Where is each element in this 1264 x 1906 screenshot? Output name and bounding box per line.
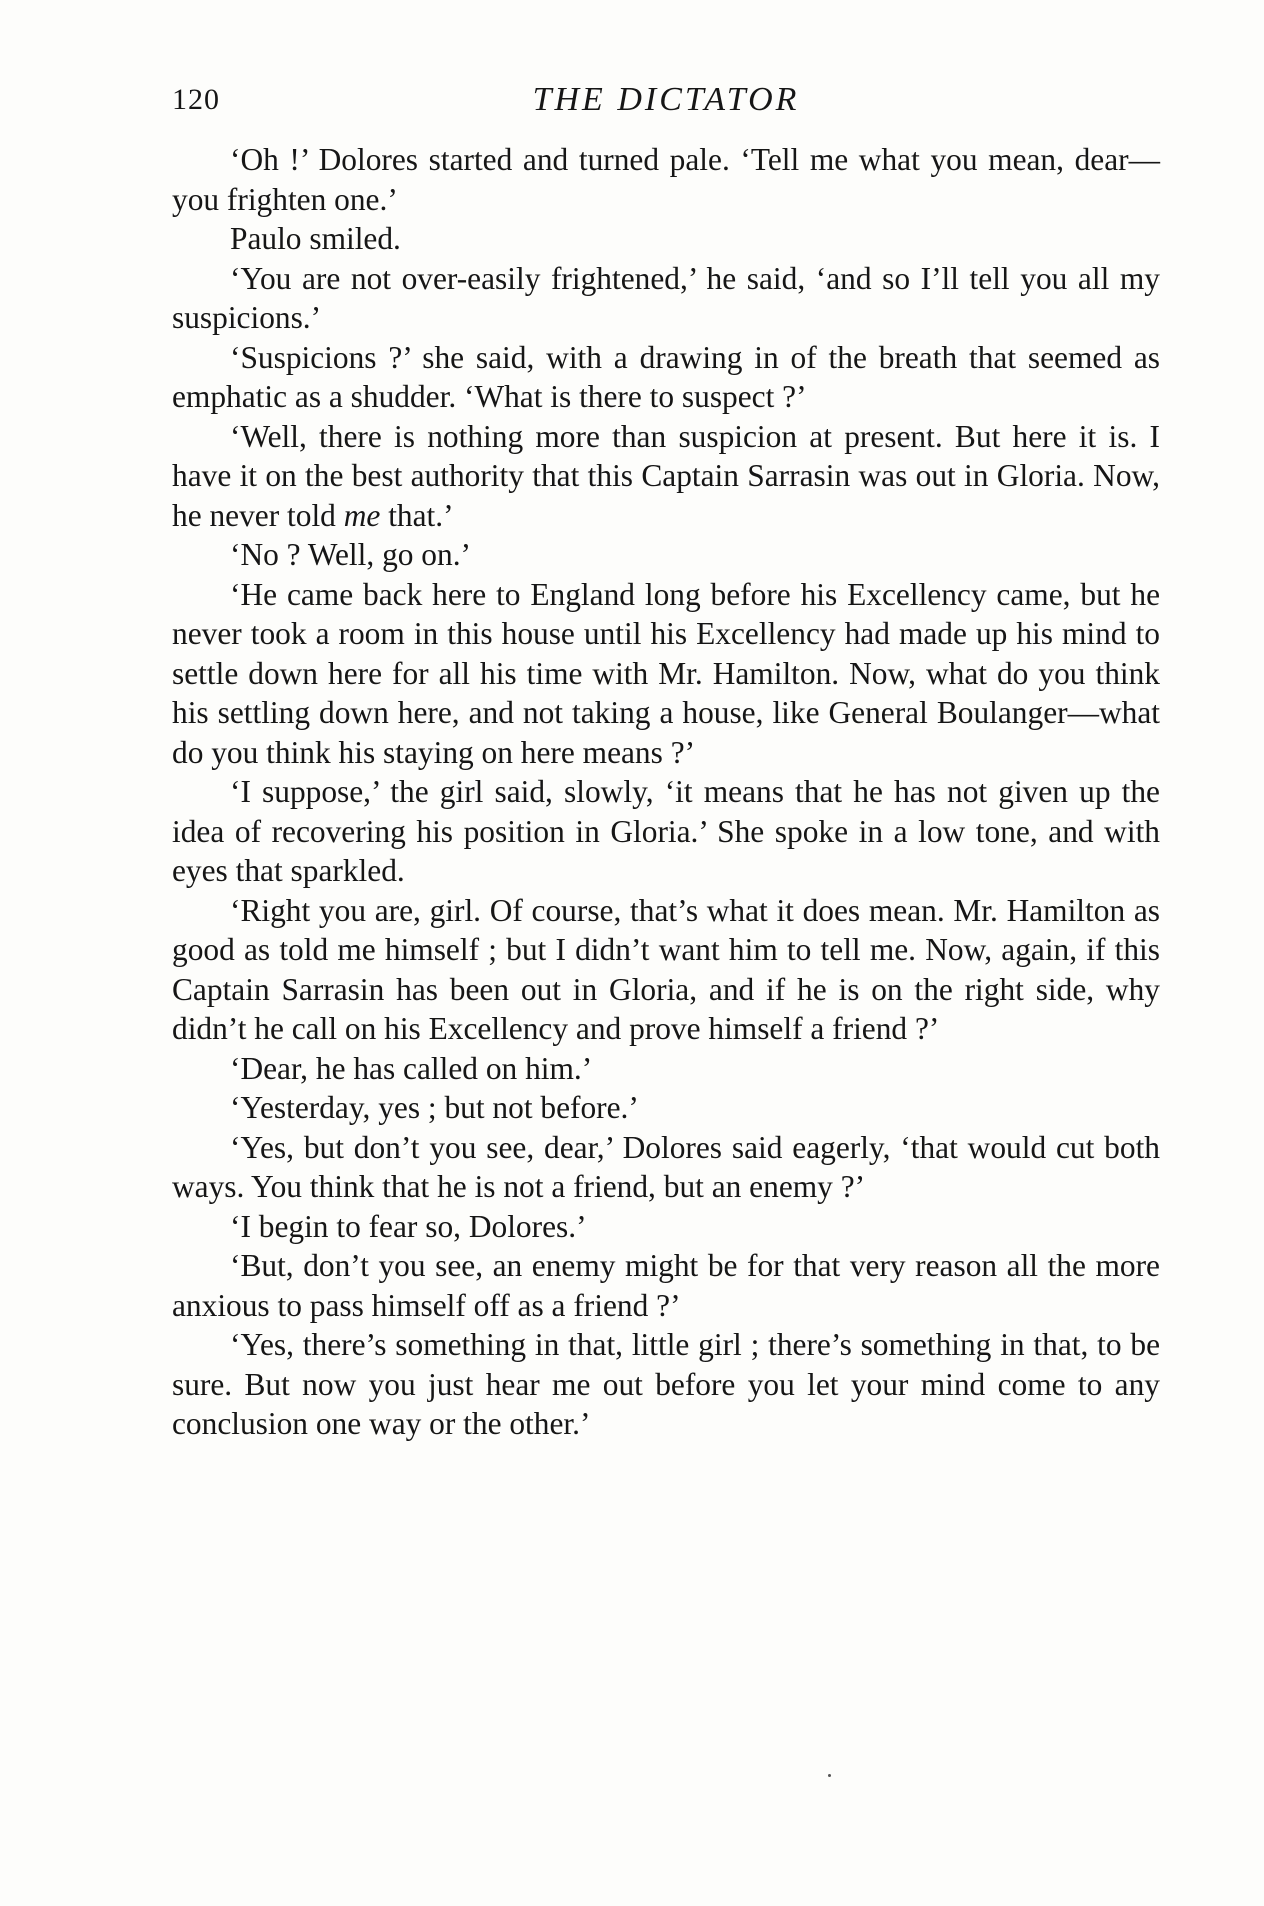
paragraph-text: that.’ [388,497,454,533]
paragraph: ‘Dear, he has called on him.’ [230,1050,593,1086]
paragraph: ‘He came back here to England long before his Excellency came, but he never took a room in this house until his Excellency had made up his mind to settle down here for all his time with Mr. Hamilton. Now, what do you think his settling down here, and not taking a house, like General Boulanger—what do you think his staying on here means ?’ [172,576,1160,770]
paragraph: ‘Right you are, girl. Of course, that’s what it does mean. Mr. Hamilton as good as told me himself ; but I didn’t want him to tell me. Now, again, if this Captain Sarrasin has been out in Gloria, and if he is on the right side, why didn’t he call on his Excellency and prove himself a friend ?’ [172,892,1160,1046]
paragraph: ‘No ? Well, go on.’ [230,537,471,572]
paragraph: ‘You are not over-easily frightened,’ he said, ‘and so I’ll tell you all my suspicions.’ [172,260,1160,335]
paragraph: ‘I begin to fear so, Dolores.’ [230,1208,587,1244]
page-number: 120 [172,83,220,116]
paragraph [172,417,1160,536]
emphasis: me [343,497,381,533]
paragraph: ‘I suppose,’ the girl said, slowly, ‘it means that he has not given up the idea of recovering his position in Gloria.’ She spoke in a low tone, and with eyes that sparkled. [172,774,1160,888]
paragraph: ‘Suspicions ?’ she said, with a drawing in of the breath that seemed as emphatic as a shudder. ‘What is there to suspect ?’ [172,339,1160,414]
paragraph: Paulo smiled. [230,221,401,256]
body-text [172,140,1160,1444]
paragraph: ‘Yes, there’s something in that, little girl ; there’s something in that, to be sure. But now you just hear me out before you let your mind come to any conclusion one way or the other.’ [172,1327,1160,1441]
paragraph: ‘Yesterday, yes ; but not before.’ [230,1090,639,1125]
paragraph-text: ‘Well, there is nothing more than suspicion at present. But here it is. I have it on the best authority that this Captain Sarrasin was out in Gloria. Now, he never told [172,418,1160,533]
print-speck [828,1774,831,1777]
paragraph: ‘Oh !’ Dolores started and turned pale. ‘Tell me what you mean, dear—you frighten one.’ [172,142,1160,217]
paragraph: ‘Yes, but don’t you see, dear,’ Dolores said eagerly, ‘that would cut both ways. You think that he is not a friend, but an enemy ?’ [172,1129,1160,1204]
running-title: THE DICTATOR [532,81,800,118]
page-header [172,82,1160,122]
paragraph: ‘But, don’t you see, an enemy might be for that very reason all the more anxious to pass himself off as a friend ?’ [172,1248,1160,1323]
